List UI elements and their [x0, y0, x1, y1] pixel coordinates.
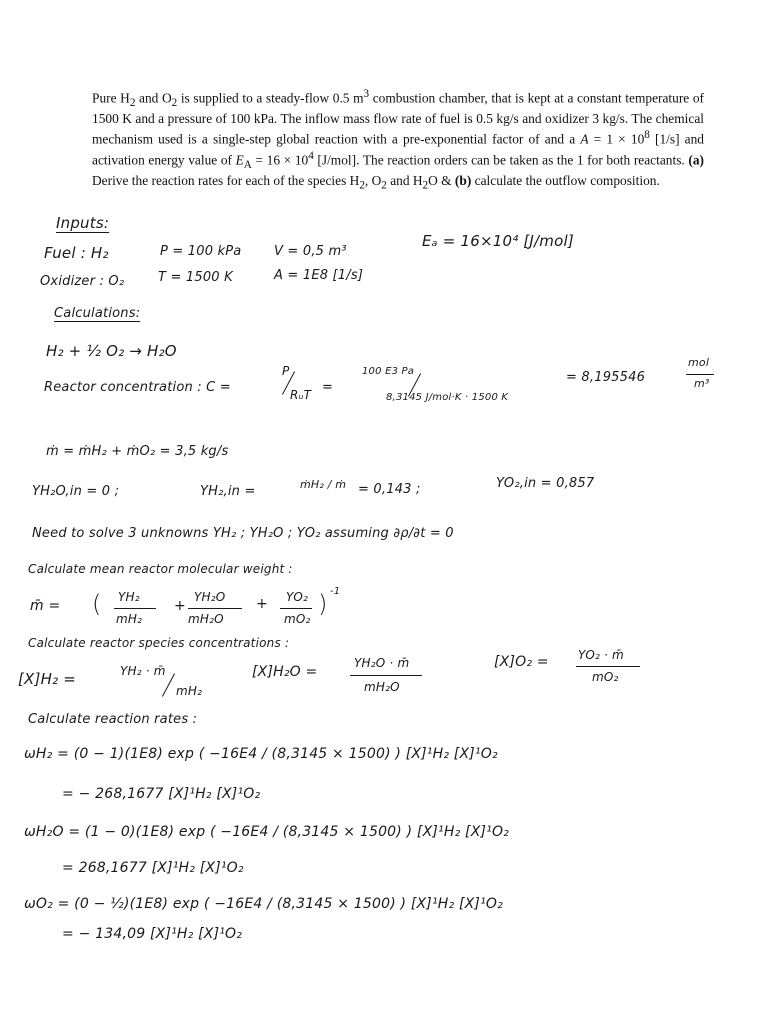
mass-flow-total: ṁ = ṁH₂ + ṁO₂ = 3,5 kg/s — [46, 444, 229, 459]
text-run: and H — [386, 172, 423, 188]
part-a-label: (a) — [688, 152, 705, 168]
conc-h2o-lhs: [X]H₂O = — [252, 664, 318, 680]
mw-term3-top: YO₂ — [286, 590, 308, 604]
text-run: and O — [135, 90, 172, 106]
preexp-value: A = 1E8 [1/s] — [274, 268, 364, 283]
conc-denominator: 8,3145 J/mol·K · 1500 K — [386, 392, 509, 403]
subscript: A — [243, 158, 252, 171]
conc-h2o-line — [350, 675, 422, 676]
text-run: Pure H — [92, 90, 130, 106]
superscript: 8 — [644, 129, 650, 142]
plus-sign: + — [256, 596, 268, 612]
problem-paragraph — [92, 86, 704, 193]
part-b-label: (b) — [454, 172, 472, 188]
text-run: is supplied to a steady-flow 0.5 m — [177, 90, 364, 106]
subscript: 2 — [381, 179, 387, 192]
rate-h2o-expression: ωH₂O = (1 − 0)(1E8) exp ( −16E4 / (8,3145 × 1500) ) [X]¹H₂ [X]¹O₂ — [24, 824, 509, 840]
unit-fraction-line — [686, 374, 714, 375]
rate-o2-expression: ωO₂ = (0 − ½)(1E8) exp ( −16E4 / (8,3145 × 1500) ) [X]¹H₂ [X]¹O₂ — [24, 896, 503, 912]
conc-unit-bottom: m³ — [694, 377, 710, 390]
text-run: [1/s] and activation energy value of — [92, 131, 704, 168]
symbol-e: E — [235, 152, 244, 168]
conc-h2-top: YH₂ · m̄ — [120, 664, 166, 678]
symbol-a: A — [580, 131, 589, 147]
mw-term1-bottom: mH₂ — [116, 612, 143, 626]
y-h2o-inlet: YH₂O,in = 0 ; — [32, 484, 120, 499]
conc-result: = 8,195546 — [566, 370, 646, 385]
text-run: , O — [364, 172, 382, 188]
y-o2-inlet: YO₂,in = 0,857 — [496, 476, 595, 491]
mw-term3-bottom: mO₂ — [284, 612, 311, 626]
species-conc-heading: Calculate reactor species concentrations : — [28, 636, 290, 650]
mean-mw-symbol: m̄ = — [30, 598, 61, 614]
activation-value: Eₐ = 16×10⁴ [J/mol] — [422, 232, 574, 250]
mw-term2-bottom: mH₂O — [188, 612, 224, 626]
superscript: 3 — [363, 88, 370, 100]
mw-term2-top: YH₂O — [194, 590, 226, 604]
inputs-heading: Inputs: — [56, 214, 110, 232]
close-paren: ) — [318, 590, 328, 618]
rate-h2o-value: = 268,1677 [X]¹H₂ [X]¹O₂ — [62, 860, 244, 876]
text-run: = 16 × 10 — [251, 152, 309, 168]
conc-unit-top: mol — [688, 356, 710, 369]
conc-h2-lhs: [X]H₂ = — [18, 670, 77, 688]
text-run: calculate the outflow composition. — [471, 172, 660, 188]
y-h2-inlet-fraction: ṁH₂ / ṁ — [300, 478, 347, 491]
subscript: 2 — [422, 179, 429, 192]
plus-sign: + — [174, 598, 186, 614]
mean-mw-heading: Calculate mean reactor molecular weight : — [28, 562, 293, 576]
mw-term1-top: YH₂ — [118, 590, 140, 604]
text-run: Derive the reaction rates for each of the species H — [92, 172, 360, 188]
subscript: 2 — [171, 97, 178, 110]
fuel-label: Fuel : H₂ — [44, 244, 109, 262]
open-paren: ( — [92, 590, 102, 618]
text-run: O & — [428, 172, 455, 188]
subscript: 2 — [359, 179, 365, 192]
superscript: 4 — [308, 149, 314, 162]
y-h2-inlet-value: = 0,143 ; — [358, 482, 421, 497]
conc-o2-lhs: [X]O₂ = — [494, 654, 549, 670]
conc-h2o-bottom: mH₂O — [364, 680, 400, 694]
mw-term1-line — [114, 608, 156, 609]
rate-o2-value: = − 134,09 [X]¹H₂ [X]¹O₂ — [62, 926, 243, 942]
problem-statement — [92, 86, 704, 193]
conc-o2-top: YO₂ · m̄ — [578, 648, 624, 662]
subscript: 2 — [129, 97, 136, 110]
conc-h2-bottom: mH₂ — [176, 684, 203, 698]
mw-term2-line — [188, 608, 242, 609]
conc-h2o-top: YH₂O · m̄ — [354, 656, 410, 670]
y-h2-inlet-label: YH₂,in = — [200, 484, 256, 499]
unknowns-statement: Need to solve 3 unknowns YH₂ ; YH₂O ; YO₂ assuming ∂ρ/∂t = 0 — [32, 526, 454, 541]
conc-o2-bottom: mO₂ — [592, 670, 619, 684]
volume-value: V = 0,5 m³ — [274, 244, 347, 259]
calculations-heading: Calculations: — [54, 306, 141, 321]
conc-o2-line — [576, 666, 640, 667]
concentration-label: Reactor concentration : C = — [44, 380, 231, 395]
oxidizer-label: Oxidizer : O₂ — [40, 274, 125, 289]
conc-numerator: 100 E3 Pa — [362, 366, 415, 377]
conc-rut: RᵤT — [290, 388, 312, 402]
text-run: combustion chamber, that is kept at a constant temperature of 1500 K and a pressure of 100 kPa. The inflow mass flow rate of fuel is 0.5 kg/s and oxidizer 3 kg/s. The chemical mechanism used is a single-step global reaction with a pre-exponential factor of and a — [92, 90, 704, 147]
text-run: = 1 × 10 — [588, 131, 645, 147]
temperature-value: T = 1500 K — [158, 270, 233, 285]
mw-term3-line — [280, 608, 312, 609]
pressure-value: P = 100 kPa — [160, 244, 242, 259]
reaction-rates-heading: Calculate reaction rates : — [28, 712, 198, 727]
conc-pressure: P — [282, 364, 290, 378]
global-reaction: H₂ + ½ O₂ → H₂O — [46, 342, 177, 360]
text-run: [J/mol]. The reaction orders can be taken as the 1 for both reactants. — [313, 152, 689, 168]
mw-exponent: -1 — [330, 586, 341, 597]
rate-h2-expression: ωH₂ = (0 − 1)(1E8) exp ( −16E4 / (8,3145 × 1500) ) [X]¹H₂ [X]¹O₂ — [24, 746, 498, 762]
rate-h2-value: = − 268,1677 [X]¹H₂ [X]¹O₂ — [62, 786, 261, 802]
mean-mw-lhs — [30, 598, 60, 614]
conc-equals: = — [322, 380, 334, 395]
